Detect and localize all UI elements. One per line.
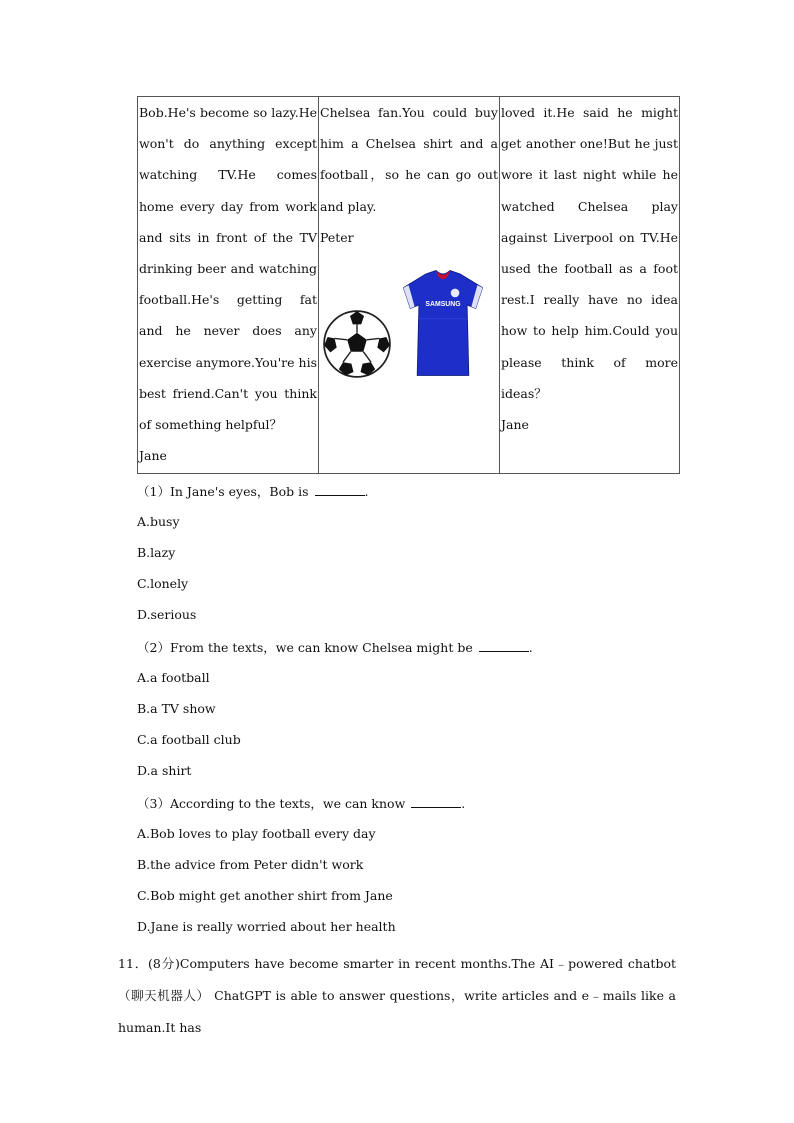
answer-blank-1[interactable] — [315, 483, 365, 496]
question-11 — [118, 948, 676, 1044]
question-1-option-b[interactable]: B.lazy — [137, 545, 176, 560]
passage-text-1: Bob.He's become so lazy.He won't do anything except watching TV.He comes home every day from work and sits in front of the TV drinking beer and watching football.He's getting fat and he never does any exercise anymore.You're his best friend.Can't you think of something helpful？ — [139, 105, 317, 433]
signature-3: Jane — [501, 417, 529, 433]
question-2-option-c[interactable]: C.a football club — [137, 732, 241, 747]
question-3-stem: （3）According to the texts，we can know . — [137, 796, 466, 811]
question-2-option-b[interactable]: B.a TV show — [137, 701, 216, 716]
passage-text-2: Chelsea fan.You could buy him a Chelsea shirt and a football，so he can go out and play. — [320, 105, 498, 214]
question-1-option-c[interactable]: C.lonely — [137, 576, 189, 591]
passage-cell-3 — [500, 97, 680, 474]
question-1-option-a[interactable]: A.busy — [137, 514, 180, 529]
question-2-option-a[interactable]: A.a football — [137, 670, 210, 685]
passage-cell-1 — [138, 97, 319, 474]
question-11-text: (8分)Computers have become smarter in recent months.The AI﹣powered chatbot（聊天机器人） ChatGPT is able to answer questions，write articles and e﹣mails like a human.It has — [118, 956, 677, 1035]
question-3-option-c[interactable]: C.Bob might get another shirt from Jane — [137, 888, 393, 903]
answer-blank-3[interactable] — [411, 795, 461, 808]
passage-table — [137, 96, 680, 474]
question-3-option-d[interactable]: D.Jane is really worried about her health — [137, 919, 396, 934]
question-2-stem: （2）From the texts，we can know Chelsea might be . — [137, 640, 533, 655]
question-1-option-d[interactable]: D.serious — [137, 607, 197, 622]
question-1-stem: （1）In Jane's eyes，Bob is . — [137, 484, 369, 499]
passage-cell-2 — [319, 97, 500, 474]
signature-2: Peter — [320, 229, 354, 245]
shirt-sponsor-text: SAMSUNG — [425, 301, 461, 309]
football-and-shirt-image — [320, 257, 498, 387]
question-11-number: 11． — [118, 956, 149, 971]
question-3-option-b[interactable]: B.the advice from Peter didn't work — [137, 857, 364, 872]
passage-text-3: loved it.He said he might get another one!But he just wore it last night while he watched Chelsea play against Liverpool on TV.He used the football as a foot rest.I really have no idea how to help him.Could you please think of more ideas？ — [501, 105, 678, 401]
answer-blank-2[interactable] — [479, 639, 529, 652]
question-3-option-a[interactable]: A.Bob loves to play football every day — [137, 826, 376, 841]
signature-1: Jane — [139, 448, 167, 464]
chelsea-shirt-icon — [400, 267, 486, 379]
question-2-option-d[interactable]: D.a shirt — [137, 763, 192, 778]
football-icon — [322, 309, 392, 379]
